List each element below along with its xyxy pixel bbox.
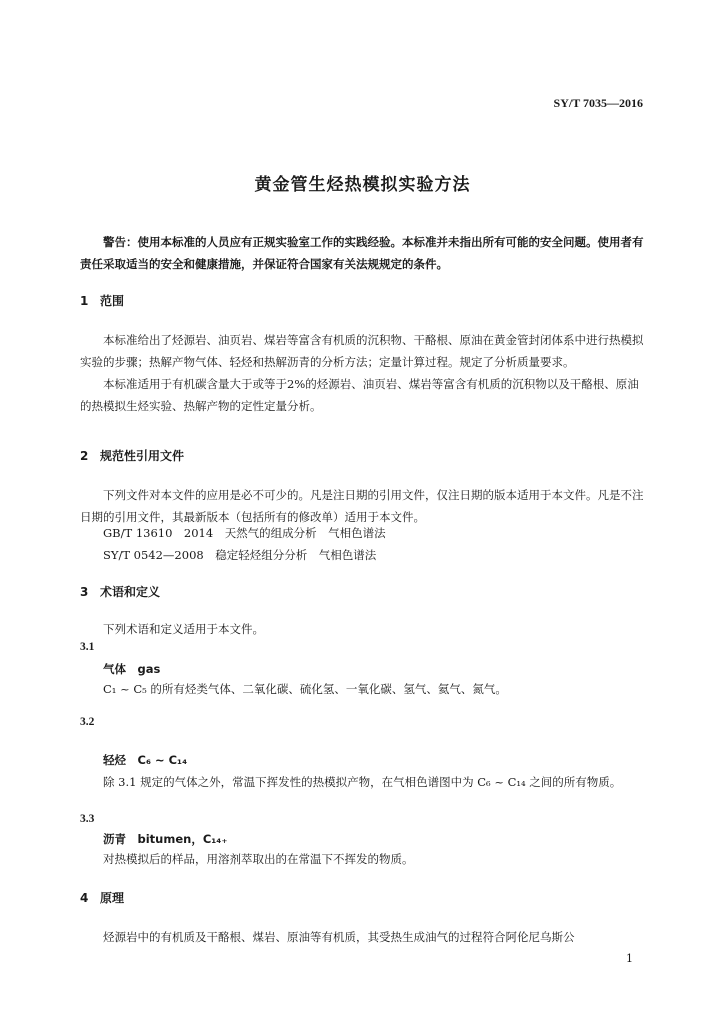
clause-3-1-definition: C₁ ~ C₅ 的所有烃类气体、二氧化碳、硫化氢、一氧化碳、氢气、氦气、氮气。: [103, 682, 507, 696]
clause-3-2-body: [80, 771, 646, 793]
clause-3-2-term: 轻烃 C₆ ~ C₁₄: [103, 753, 188, 767]
clause-3-3-term: 沥青 bitumen，C₁₄₊: [103, 832, 228, 846]
document-title: 黄金管生烃热模拟实验方法: [254, 175, 471, 195]
section-4-para-1: 烃源岩中的有机质及干酪根、煤岩、原油等有机质，其受热生成油气的过程符合阿伦尼乌斯公: [103, 930, 575, 944]
reference-1: GB/T 13610 2014 天然气的组成分析 气相色谱法: [103, 526, 386, 540]
section-1-heading: 1 范围: [80, 294, 125, 308]
warning-text: 警告：使用本标准的人员应有正规实验室工作的实践经验。本标准并未指出所有可能的安全问题。使用者有责任采取适当的安全和健康措施，并保证符合国家有关法规规定的条件。: [80, 235, 644, 271]
clause-3-1-term: 气体 gas: [103, 662, 161, 676]
clause-3-2-number: 3.2: [80, 716, 95, 728]
section-2-body: [80, 484, 646, 528]
page-number: 1: [626, 952, 633, 965]
section-3-intro: 下列术语和定义适用于本文件。: [103, 622, 264, 636]
section-2-para-1: 下列文件对本文件的应用是必不可少的。凡是注日期的引用文件，仅注日期的版本适用于本文件。凡是不注日期的引用文件，其最新版本（包括所有的修改单）适用于本文件。: [80, 488, 644, 524]
section-2-heading: 2 规范性引用文件: [80, 449, 185, 463]
clause-3-1-number: 3.1: [80, 641, 95, 653]
section-1-para-2: 本标准适用于有机碳含量大于或等于2%的烃源岩、油页岩、煤岩等富含有机质的沉积物以及干酪根、原油的热模拟生烃实验、热解产物的定性定量分析。: [80, 377, 639, 413]
section-1-para-1: 本标准给出了烃源岩、油页岩、煤岩等富含有机质的沉积物、干酪根、原油在黄金管封闭体系中进行热模拟实验的步骤；热解产物气体、轻烃和热解沥青的分析方法；定量计算过程。规定了分析质量要求。: [80, 333, 644, 369]
warning-paragraph: [80, 231, 646, 275]
section-4-heading: 4 原理: [80, 891, 125, 905]
clause-3-3-number: 3.3: [80, 813, 95, 825]
reference-2: SY/T 0542—2008 稳定轻烃组分分析 气相色谱法: [103, 548, 377, 562]
clause-3-3-definition: 对热模拟后的样品，用溶剂萃取出的在常温下不挥发的物质。: [103, 852, 414, 866]
section-1-body: [80, 329, 646, 417]
clause-3-2-definition: 除 3.1 规定的气体之外，常温下挥发性的热模拟产物，在气相色谱图中为 C₆ ~ C₁₄ 之间的所有物质。: [103, 775, 622, 789]
standard-code: SY/T 7035—2016: [553, 96, 643, 110]
section-3-heading: 3 术语和定义: [80, 585, 161, 599]
